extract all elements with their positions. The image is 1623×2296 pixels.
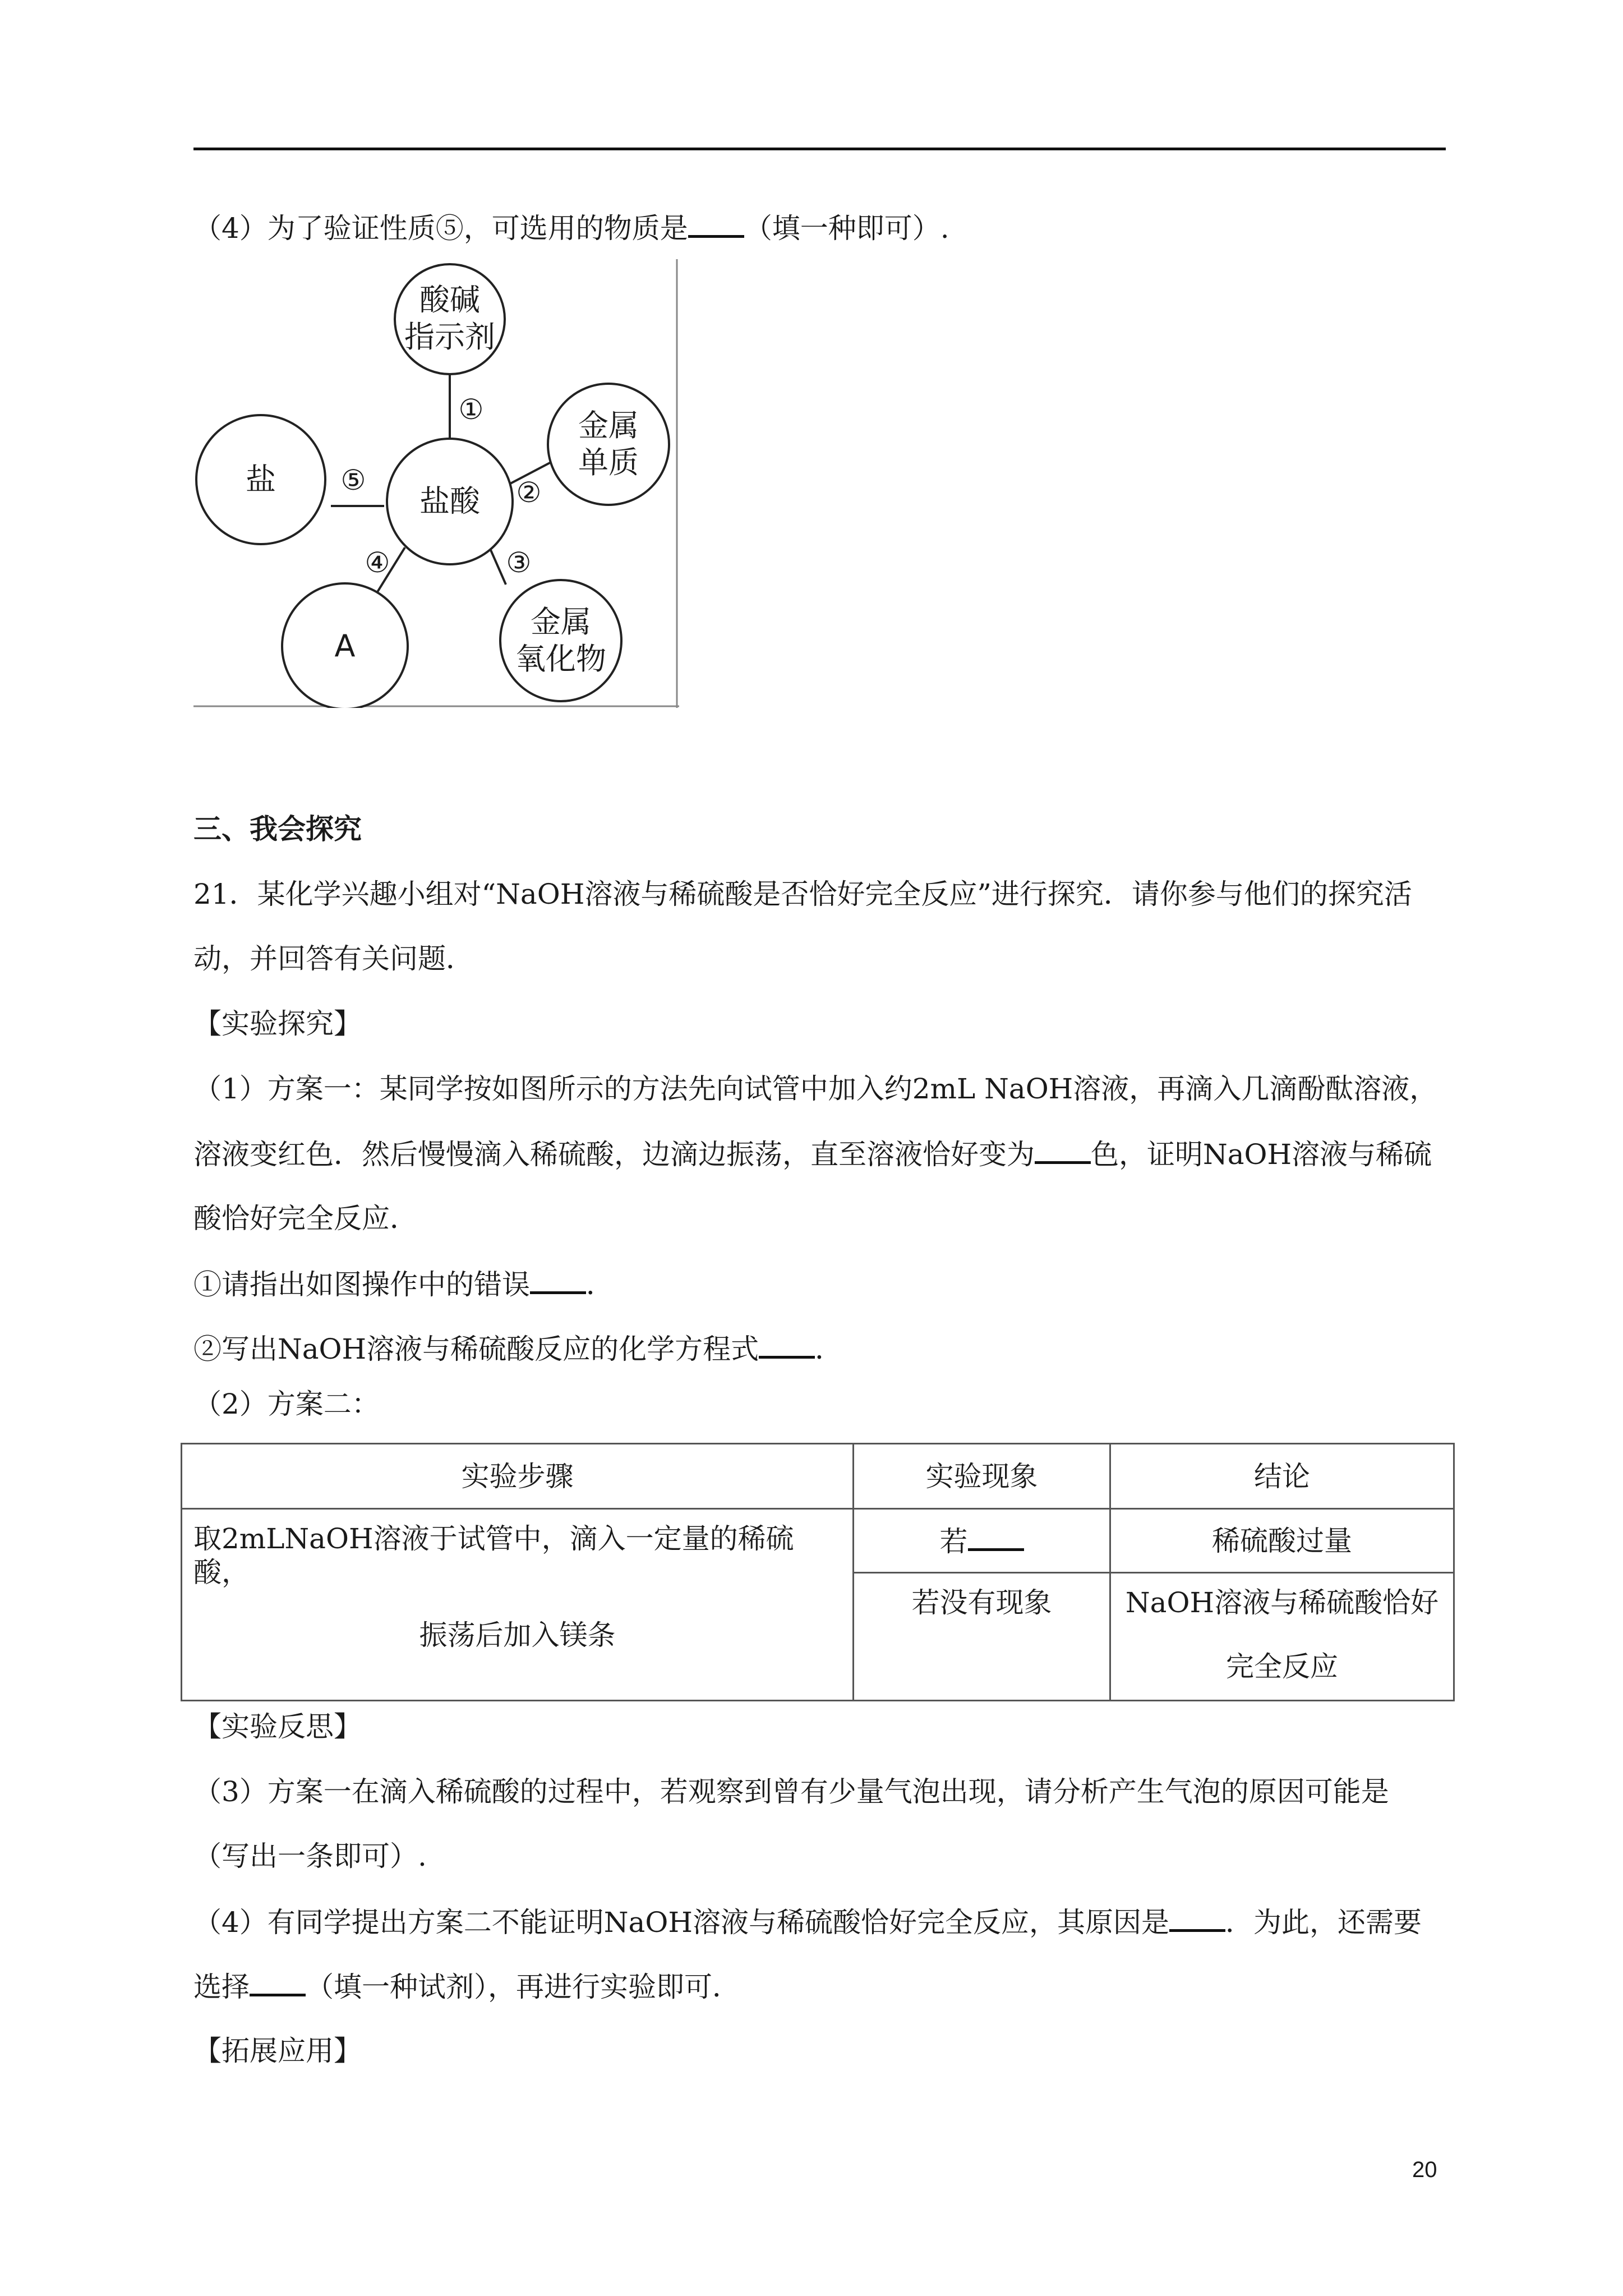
header-rule: [193, 148, 1446, 150]
color-blank[interactable]: [1035, 1137, 1091, 1164]
hydrochloric-acid-property-diagram: [193, 259, 679, 708]
label-2: ②: [516, 476, 542, 509]
reason-blank[interactable]: [1169, 1904, 1225, 1932]
plan-1-line-2: 溶液变红色．然后慢慢滴入稀硫酸，边滴边振荡，直至溶液恰好变为 色，证明NaOH溶液与稀硫: [193, 1137, 1432, 1171]
label-3: ③: [506, 546, 532, 579]
label-5: ⑤: [340, 464, 366, 496]
question-4-line-1: （4）有同学提出方案二不能证明NaOH溶液与稀硫酸恰好完全反应，其原因是 ．为此，还需要: [193, 1904, 1422, 1939]
question-21-line-1: 21．某化学兴趣小组对“NaOH溶液与稀硫酸是否恰好完全反应”进行探究．请你参与他们的探究活: [193, 878, 1412, 910]
node-indicator-label: 酸碱 指示剂: [404, 282, 495, 355]
header-steps: 实验步骤: [182, 1444, 854, 1509]
plan-1-sub-2: ②写出NaOH溶液与稀硫酸反应的化学方程式 ．: [193, 1331, 843, 1366]
header-observation: 实验现象: [854, 1444, 1110, 1509]
label-4: ④: [365, 546, 390, 579]
node-salt-label: 盐: [246, 462, 276, 497]
plan-1-line-3: 酸恰好完全反应．: [193, 1202, 418, 1235]
node-acid-label: 盐酸: [419, 484, 480, 519]
step-cell: 取2mLNaOH溶液于试管中，滴入一定量的稀硫酸， 振荡后加入镁条: [182, 1509, 854, 1701]
node-metal-label: 金属 单质: [578, 408, 639, 480]
question-3-line-2: （写出一条即可）.: [193, 1840, 427, 1872]
plan-1-sub-1: ①请指出如图操作中的错误 ．: [193, 1267, 614, 1301]
error-blank[interactable]: [530, 1267, 586, 1294]
observation-blank[interactable]: [968, 1524, 1024, 1551]
label-1: ①: [458, 393, 484, 426]
heading-experiment-reflect: 【实验反思】: [193, 1710, 362, 1743]
question-4-line-2: 选择 （填一种试剂），再进行实验即可．: [193, 1969, 740, 2004]
reagent-blank[interactable]: [250, 1969, 306, 1996]
question-21-line-2: 动，并回答有关问题．: [193, 942, 474, 975]
conclusion-1: 稀硫酸过量: [1110, 1509, 1454, 1573]
question-4-prev: （4）为了验证性质⑤，可选用的物质是 （填一种即可）.: [193, 210, 949, 245]
conclusion-2: NaOH溶液与稀硫酸恰好 完全反应: [1110, 1573, 1454, 1701]
plan-2-table: [181, 1443, 1455, 1701]
equation-blank[interactable]: [759, 1331, 815, 1359]
plan-2-heading: （2）方案二：: [193, 1388, 380, 1420]
node-a-label: A: [334, 628, 356, 664]
page-number: 20: [1412, 2157, 1437, 2182]
question-3-line-1: （3）方案一在滴入稀硫酸的过程中，若观察到曾有少量气泡出现，请分析产生气泡的原因可能是: [193, 1775, 1389, 1808]
answer-blank[interactable]: [688, 210, 744, 238]
node-metal-oxide-label: 金属 氧化物: [515, 604, 606, 677]
heading-experiment-explore: 【实验探究】: [193, 1007, 362, 1040]
heading-extend-application: 【拓展应用】: [193, 2035, 362, 2067]
observation-2: 若没有现象: [854, 1573, 1110, 1701]
section-title: 三、我会探究: [193, 812, 362, 845]
header-conclusion: 结论: [1110, 1444, 1454, 1509]
plan-1-line-1: （1）方案一：某同学按如图所示的方法先向试管中加入约2mL NaOH溶液，再滴入几滴酚酞溶液，: [193, 1073, 1438, 1105]
observation-1: 若: [854, 1509, 1110, 1573]
